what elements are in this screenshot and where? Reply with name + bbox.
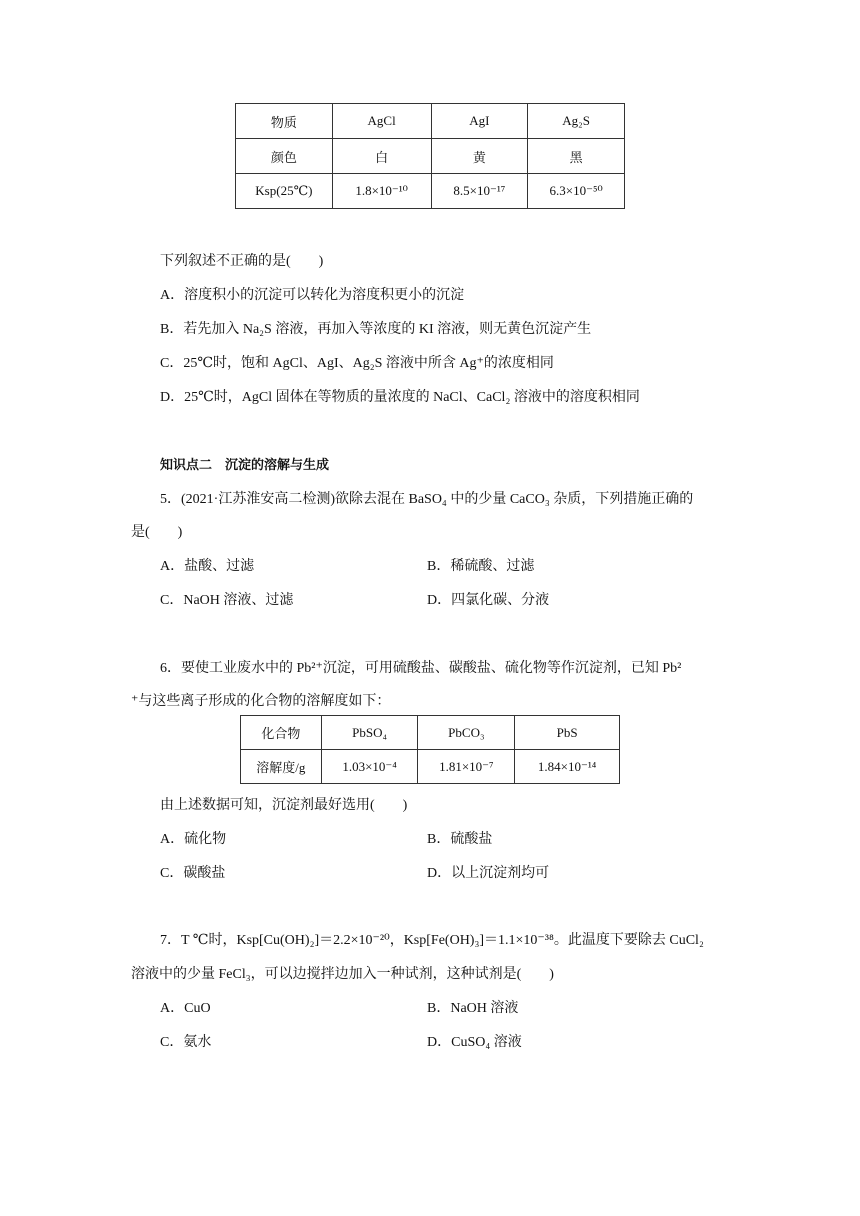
question-7-line1: 7．T ℃时，Ksp[Cu(OH)₂]＝2.2×10⁻²⁰，Ksp[Fe(OH)₃]＝1.1×10⁻³⁸。此温度下要除去 CuCl₂ — [160, 933, 704, 948]
table-cell: AgCl — [332, 104, 431, 139]
table-cell: AgI — [431, 104, 528, 139]
table-cell: 溶解度/g — [241, 750, 322, 784]
table-cell: 1.81×10⁻⁷ — [418, 750, 515, 784]
question-7-option-a: A．CuO — [160, 1001, 211, 1016]
question-6-line1: 6．要使工业废水中的 Pb²⁺沉淀，可用硫酸盐、碳酸盐、硫化物等作沉淀剂，已知 Pb² — [160, 661, 682, 676]
question-4-option-d: D．25℃时，AgCl 固体在等物质的量浓度的 NaCl、CaCl₂ 溶液中的溶度积相同 — [160, 390, 640, 405]
question-4-option-a: A．溶度积小的沉淀可以转化为溶度积更小的沉淀 — [160, 288, 465, 303]
question-6-line2: ⁺与这些离子形成的化合物的溶解度如下： — [131, 694, 391, 709]
table-cell: 黄 — [431, 139, 528, 174]
question-7-option-c: C．氨水 — [160, 1035, 212, 1050]
table-cell: 颜色 — [236, 139, 333, 174]
question-7-option-d: D．CuSO₄ 溶液 — [427, 1035, 522, 1050]
question-5-line1: 5．(2021·江苏淮安高二检测)欲除去混在 BaSO₄ 中的少量 CaCO₃ 杂质，下列措施正确的 — [160, 492, 694, 507]
table-cell: 1.03×10⁻⁴ — [321, 750, 418, 784]
table-cell: 化合物 — [241, 716, 322, 750]
table-cell: PbSO₄ — [321, 716, 418, 750]
question-6-option-c: C．碳酸盐 — [160, 866, 226, 881]
question-7-line2: 溶液中的少量 FeCl₃，可以边搅拌边加入一种试剂，这种试剂是( ) — [131, 967, 554, 982]
question-4-stem: 下列叙述不正确的是( ) — [160, 254, 324, 269]
question-6-option-d: D．以上沉淀剂均可 — [427, 866, 550, 881]
table-cell: 白 — [332, 139, 431, 174]
table-cell: 8.5×10⁻¹⁷ — [431, 174, 528, 209]
question-5-line2: 是( ) — [131, 525, 183, 540]
table-cell: Ksp(25℃) — [236, 174, 333, 209]
table-cell: PbCO₃ — [418, 716, 515, 750]
question-6-option-b: B．硫酸盐 — [427, 832, 493, 847]
question-6-stem: 由上述数据可知，沉淀剂最好选用( ) — [160, 798, 408, 813]
question-7-option-b: B．NaOH 溶液 — [427, 1001, 519, 1016]
table-cell: 1.84×10⁻¹⁴ — [515, 750, 620, 784]
question-5-option-a: A．盐酸、过滤 — [160, 559, 255, 574]
table-cell: PbS — [515, 716, 620, 750]
question-5-option-b: B．稀硫酸、过滤 — [427, 559, 535, 574]
table-cell: 物质 — [236, 104, 333, 139]
table-cell: Ag₂S — [528, 104, 625, 139]
table-cell: 6.3×10⁻⁵⁰ — [528, 174, 625, 209]
table-cell: 黑 — [528, 139, 625, 174]
table-cell: 1.8×10⁻¹⁰ — [332, 174, 431, 209]
question-4-option-c: C．25℃时，饱和 AgCl、AgI、Ag₂S 溶液中所含 Ag⁺的浓度相同 — [160, 356, 554, 371]
solubility-table — [240, 715, 620, 784]
question-5-option-c: C．NaOH 溶液、过滤 — [160, 593, 294, 608]
ksp-table — [235, 103, 625, 209]
question-4-option-b: B．若先加入 Na₂S 溶液，再加入等浓度的 KI 溶液，则无黄色沉淀产生 — [160, 322, 592, 337]
question-6-option-a: A．硫化物 — [160, 832, 227, 847]
section-heading: 知识点二 沉淀的溶解与生成 — [160, 458, 330, 473]
question-5-option-d: D．四氯化碳、分液 — [427, 593, 550, 608]
